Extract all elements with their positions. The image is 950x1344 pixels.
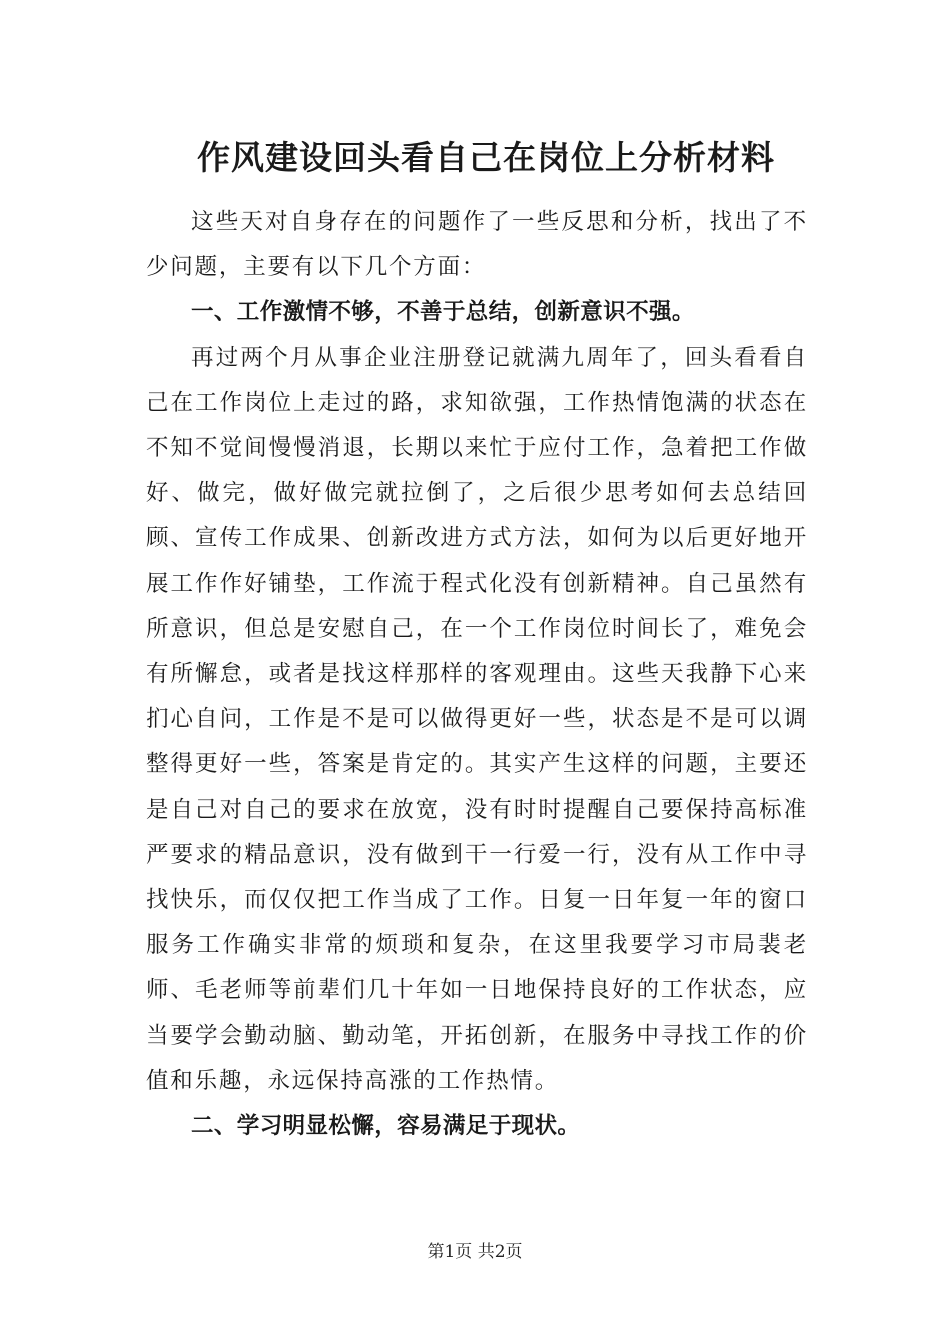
section-heading-2: 二、学习明显松懈，容易满足于现状。 (191, 1113, 581, 1140)
document-title: 作风建设回头看自己在岗位上分析材料 (197, 138, 775, 177)
intro-paragraph: 这些天对自身存在的问题作了一些反思和分析，找出了不少问题，主要有以下几个方面： (146, 209, 808, 281)
page-number: 第1页 共2页 (427, 1242, 523, 1262)
document-body (146, 200, 808, 1149)
body-paragraph-1: 再过两个月从事企业注册登记就满九周年了，回头看看自己在工作岗位上走过的路，求知欲强，工作热情饱满的状态在不知不觉间慢慢消退，长期以来忙于应付工作，急着把工作做好、做完，做好做完就拉倒了，之后很少思考如何去总结回顾、宣传工作成果、创新改进方式方法，如何为以后更好地开展工作作好铺垫，工作流于程式化没有创新精神。自己虽然有所意识，但总是安慰自己，在一个工作岗位时间长了，难免会有所懈怠，或者是找这样那样的客观理由。这些天我静下心来扪心自问，工作是不是可以做得更好一些，状态是不是可以调整得更好一些，答案是肯定的。其实产生这样的问题，主要还是自己对自己的要求在放宽，没有时时提醒自己要保持高标准严要求的精品意识，没有做到干一行爱一行，没有从工作中寻找快乐，而仅仅把工作当成了工作。日复一日年复一年的窗口服务工作确实非常的烦琐和复杂，在这里我要学习市局裴老师、毛老师等前辈们几十年如一日地保持良好的工作状态，应当要学会勤动脑、勤动笔，开拓创新，在服务中寻找工作的价值和乐趣，永远保持高涨的工作热情。 (146, 344, 808, 1094)
section-heading-1: 一、工作激情不够，不善于总结，创新意识不强。 (191, 299, 695, 326)
